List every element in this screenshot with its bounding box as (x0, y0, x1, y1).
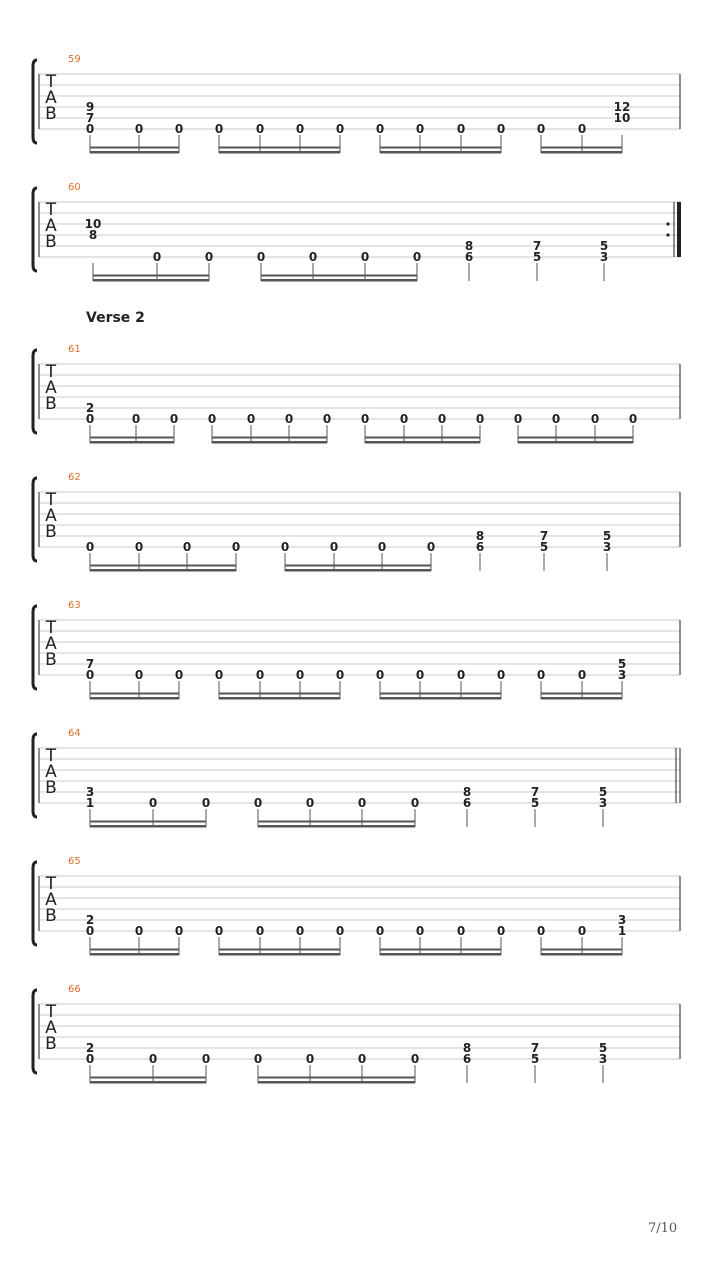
fret-number: 0 (246, 412, 256, 426)
fret-number: 0 (182, 540, 192, 554)
fret-number: 0 (85, 412, 95, 426)
fret-number: 0 (536, 122, 546, 136)
fret-number: 6 (475, 540, 485, 554)
fret-number: 0 (375, 122, 385, 136)
system-bracket (33, 734, 37, 817)
fret-number: 0 (577, 122, 587, 136)
note-beam (258, 825, 415, 828)
fret-number: 0 (174, 668, 184, 682)
fret-number: 8 (88, 228, 98, 242)
fret-number: 0 (456, 924, 466, 938)
fret-number: 0 (148, 796, 158, 810)
note-beam (90, 821, 206, 823)
fret-number: 0 (204, 250, 214, 264)
fret-number: 0 (590, 412, 600, 426)
fret-number: 7 (85, 111, 95, 125)
fret-number: 0 (255, 668, 265, 682)
fret-number: 0 (284, 412, 294, 426)
fret-number: 2 (85, 401, 95, 415)
note-beam (90, 565, 236, 567)
note-beam (219, 693, 340, 695)
fret-number: 0 (577, 924, 587, 938)
note-beam (90, 569, 236, 572)
note-beam (93, 279, 209, 282)
fret-number: 0 (360, 412, 370, 426)
end-repeat-thick-line (677, 202, 681, 257)
fret-number: 0 (207, 412, 217, 426)
tab-clef-letter: A (45, 634, 57, 654)
note-beam (90, 441, 174, 444)
fret-number: 0 (280, 540, 290, 554)
fret-number: 0 (426, 540, 436, 554)
fret-number: 0 (134, 122, 144, 136)
fret-number: 5 (598, 1041, 608, 1055)
fret-number: 0 (214, 122, 224, 136)
system-bracket (33, 478, 37, 561)
fret-number: 5 (598, 785, 608, 799)
note-beam (90, 693, 179, 695)
fret-number: 7 (530, 1041, 540, 1055)
fret-number: 0 (415, 668, 425, 682)
tab-clef-letter: A (45, 762, 57, 782)
tab-clef-letter: B (45, 1034, 57, 1054)
tab-clef-letter: T (45, 490, 57, 510)
fret-number: 3 (598, 796, 608, 810)
note-beam (90, 1077, 206, 1079)
fret-number: 6 (462, 1052, 472, 1066)
tab-clef-letter: A (45, 890, 57, 910)
fret-number: 0 (85, 1052, 95, 1066)
fret-number: 8 (462, 1041, 472, 1055)
fret-number: 3 (85, 785, 95, 799)
fret-number: 3 (617, 913, 627, 927)
fret-number: 7 (532, 239, 542, 253)
tab-clef-letter: A (45, 216, 57, 236)
fret-number: 5 (617, 657, 627, 671)
fret-number: 0 (201, 1052, 211, 1066)
section-label-verse-2: Verse 2 (86, 310, 145, 326)
fret-number: 7 (539, 529, 549, 543)
tab-clef-letter: T (45, 200, 57, 220)
note-beam (212, 441, 327, 444)
fret-number: 2 (85, 1041, 95, 1055)
fret-number: 0 (496, 122, 506, 136)
fret-number: 10 (84, 217, 102, 231)
fret-number: 8 (464, 239, 474, 253)
note-beam (219, 949, 340, 951)
note-beam (258, 1081, 415, 1084)
fret-number: 3 (598, 1052, 608, 1066)
fret-number: 0 (256, 250, 266, 264)
fret-number: 0 (377, 540, 387, 554)
fret-number: 0 (437, 412, 447, 426)
tab-clef-letter: B (45, 522, 57, 542)
fret-number: 0 (357, 1052, 367, 1066)
note-beam (541, 953, 622, 956)
fret-number: 0 (536, 668, 546, 682)
fret-number: 0 (412, 250, 422, 264)
fret-number: 0 (134, 540, 144, 554)
fret-number: 7 (85, 657, 95, 671)
fret-number: 0 (456, 122, 466, 136)
measure-number: 64 (68, 728, 81, 739)
fret-number: 0 (375, 668, 385, 682)
fret-number: 0 (496, 668, 506, 682)
fret-number: 0 (399, 412, 409, 426)
fret-number: 0 (174, 122, 184, 136)
note-beam (380, 151, 501, 154)
fret-number: 0 (357, 796, 367, 810)
fret-number: 0 (335, 668, 345, 682)
fret-number: 6 (462, 796, 472, 810)
note-beam (258, 821, 415, 823)
tab-clef-letter: B (45, 232, 57, 252)
fret-number: 0 (214, 924, 224, 938)
fret-number: 3 (602, 540, 612, 554)
tab-clef-letter: B (45, 650, 57, 670)
note-beam (212, 437, 327, 439)
repeat-dot (666, 233, 669, 236)
fret-number: 5 (599, 239, 609, 253)
system-bracket (33, 350, 37, 433)
fret-number: 0 (536, 924, 546, 938)
note-beam (380, 693, 501, 695)
fret-number: 0 (231, 540, 241, 554)
note-beam (541, 693, 622, 695)
fret-number: 5 (530, 1052, 540, 1066)
note-beam (380, 147, 501, 149)
fret-number: 0 (295, 668, 305, 682)
fret-number: 0 (513, 412, 523, 426)
fret-number: 0 (308, 250, 318, 264)
tab-clef-letter: A (45, 378, 57, 398)
fret-number: 0 (134, 924, 144, 938)
system-bracket (33, 60, 37, 143)
note-beam (365, 437, 480, 439)
fret-number: 0 (329, 540, 339, 554)
note-beam (90, 1081, 206, 1084)
note-beam (258, 1077, 415, 1079)
note-beam (380, 953, 501, 956)
note-beam (219, 953, 340, 956)
fret-number: 0 (410, 796, 420, 810)
fret-number: 0 (255, 122, 265, 136)
note-beam (285, 569, 431, 572)
tab-clef-letter: B (45, 778, 57, 798)
fret-number: 3 (617, 668, 627, 682)
tab-clef-letter: A (45, 1018, 57, 1038)
fret-number: 1 (617, 924, 627, 938)
note-beam (380, 697, 501, 700)
note-beam (518, 437, 633, 439)
note-beam (90, 437, 174, 439)
fret-number: 0 (255, 924, 265, 938)
fret-number: 0 (496, 924, 506, 938)
fret-number: 0 (85, 668, 95, 682)
note-beam (90, 147, 179, 149)
note-beam (365, 441, 480, 444)
fret-number: 0 (253, 796, 263, 810)
note-beam (285, 565, 431, 567)
fret-number: 0 (628, 412, 638, 426)
fret-number: 0 (305, 1052, 315, 1066)
fret-number: 0 (410, 1052, 420, 1066)
system-bracket (33, 606, 37, 689)
fret-number: 0 (169, 412, 179, 426)
note-beam (541, 151, 622, 154)
fret-number: 0 (131, 412, 141, 426)
fret-number: 8 (462, 785, 472, 799)
tab-clef-letter: T (45, 874, 57, 894)
note-beam (93, 275, 209, 277)
fret-number: 8 (475, 529, 485, 543)
fret-number: 5 (532, 250, 542, 264)
tab-clef-letter: B (45, 104, 57, 124)
fret-number: 7 (530, 785, 540, 799)
fret-number: 0 (335, 122, 345, 136)
fret-number: 0 (85, 924, 95, 938)
tab-clef-letter: T (45, 72, 57, 92)
note-beam (261, 275, 417, 277)
measure-number: 61 (68, 344, 81, 355)
tab-clef-letter: B (45, 394, 57, 414)
fret-number: 0 (253, 1052, 263, 1066)
note-beam (541, 697, 622, 700)
fret-number: 0 (174, 924, 184, 938)
repeat-dot (666, 222, 669, 225)
system-bracket (33, 990, 37, 1073)
tab-clef-letter: T (45, 1002, 57, 1022)
note-beam (541, 949, 622, 951)
note-beam (219, 697, 340, 700)
fret-number: 9 (85, 100, 95, 114)
measure-number: 66 (68, 984, 81, 995)
note-beam (219, 147, 340, 149)
fret-number: 3 (599, 250, 609, 264)
note-beam (380, 949, 501, 951)
fret-number: 0 (85, 122, 95, 136)
fret-number: 10 (613, 111, 631, 125)
measure-number: 59 (68, 54, 81, 65)
measure-number: 60 (68, 182, 81, 193)
fret-number: 0 (322, 412, 332, 426)
note-beam (261, 279, 417, 282)
fret-number: 0 (577, 668, 587, 682)
measure-number: 65 (68, 856, 81, 867)
tab-clef-letter: T (45, 618, 57, 638)
note-beam (90, 151, 179, 154)
tab-clef-letter: A (45, 88, 57, 108)
note-beam (90, 953, 179, 956)
measure-number: 62 (68, 472, 81, 483)
tab-clef-letter: A (45, 506, 57, 526)
note-beam (90, 825, 206, 828)
fret-number: 0 (134, 668, 144, 682)
fret-number: 0 (456, 668, 466, 682)
note-beam (90, 949, 179, 951)
fret-number: 0 (475, 412, 485, 426)
system-bracket (33, 862, 37, 945)
fret-number: 0 (415, 122, 425, 136)
note-beam (518, 441, 633, 444)
fret-number: 2 (85, 913, 95, 927)
note-beam (541, 147, 622, 149)
note-beam (90, 697, 179, 700)
fret-number: 0 (335, 924, 345, 938)
tab-clef-letter: T (45, 362, 57, 382)
fret-number: 0 (551, 412, 561, 426)
tab-clef-letter: T (45, 746, 57, 766)
fret-number: 0 (201, 796, 211, 810)
fret-number: 0 (415, 924, 425, 938)
fret-number: 0 (295, 924, 305, 938)
tab-clef-letter: B (45, 906, 57, 926)
fret-number: 0 (375, 924, 385, 938)
fret-number: 0 (305, 796, 315, 810)
fret-number: 0 (214, 668, 224, 682)
fret-number: 5 (602, 529, 612, 543)
system-bracket (33, 188, 37, 271)
fret-number: 0 (295, 122, 305, 136)
measure-number: 63 (68, 600, 81, 611)
fret-number: 0 (85, 540, 95, 554)
fret-number: 6 (464, 250, 474, 264)
fret-number: 0 (360, 250, 370, 264)
fret-number: 5 (530, 796, 540, 810)
fret-number: 1 (85, 796, 95, 810)
fret-number: 0 (148, 1052, 158, 1066)
page-number: 7/10 (648, 1221, 678, 1236)
fret-number: 5 (539, 540, 549, 554)
fret-number: 12 (613, 100, 631, 114)
fret-number: 0 (152, 250, 162, 264)
note-beam (219, 151, 340, 154)
